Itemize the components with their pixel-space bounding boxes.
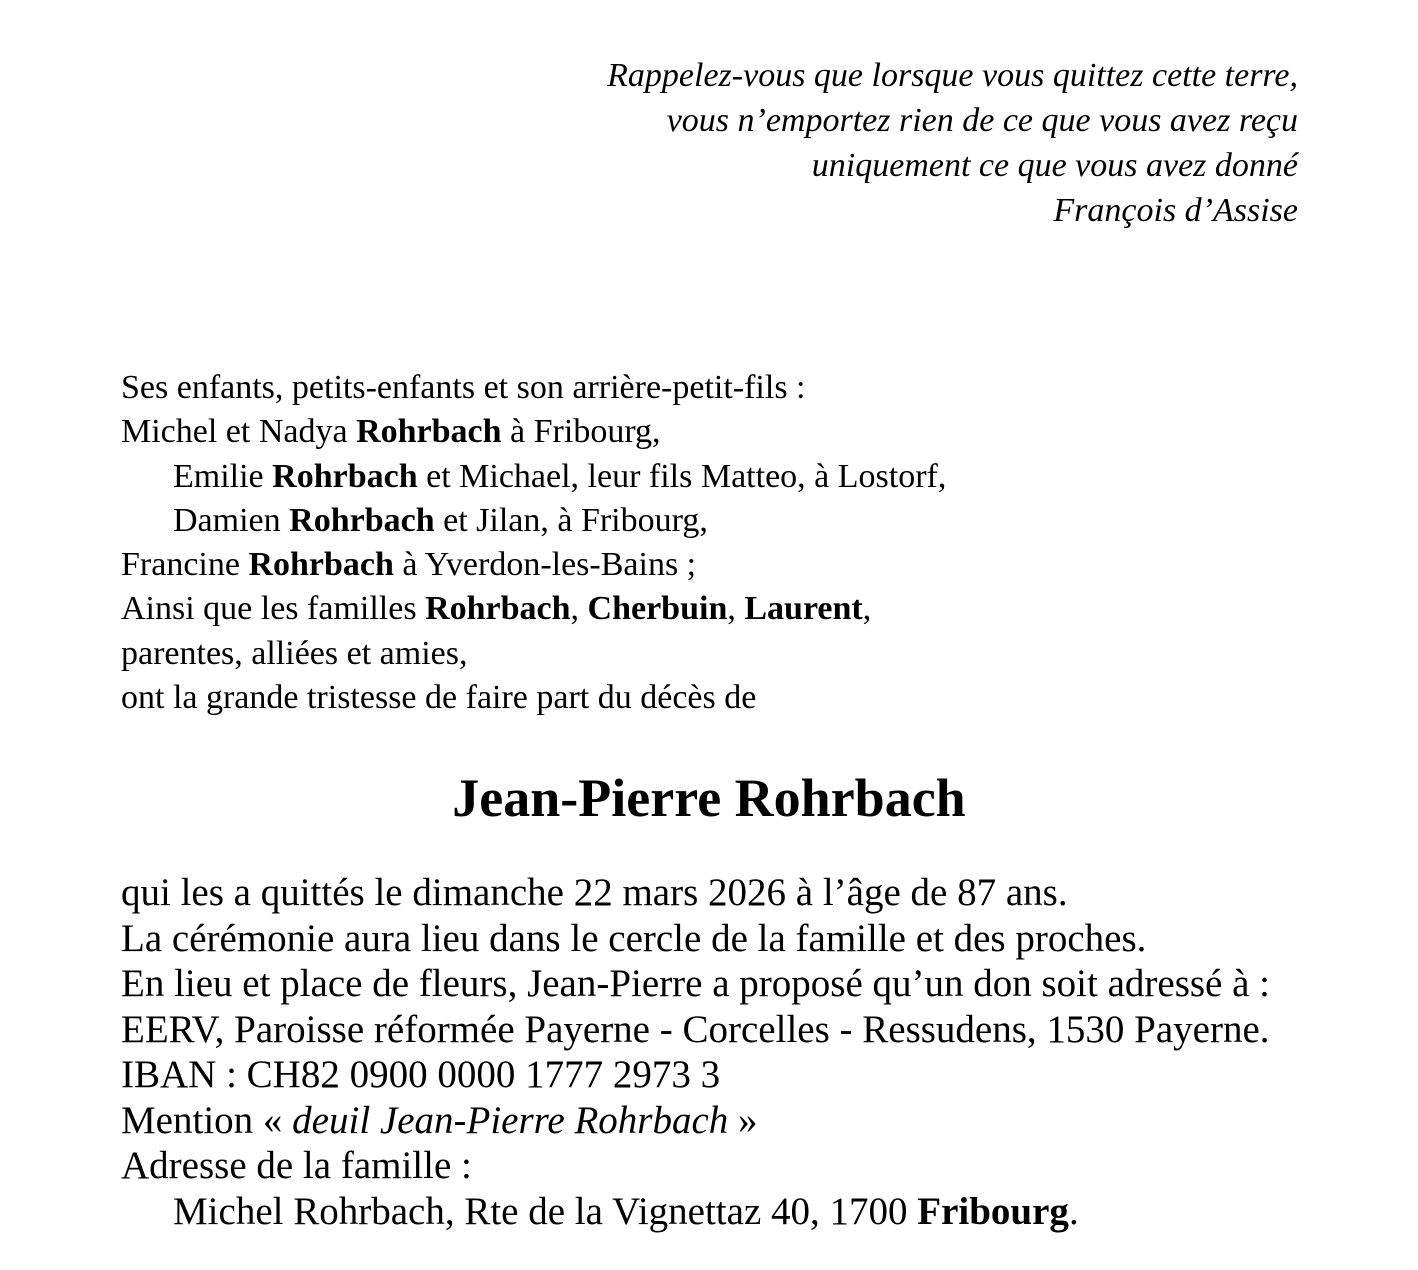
text-line <box>121 455 1418 499</box>
text-line <box>121 587 1418 631</box>
text-segment: En lieu et place de fleurs, Jean-Pierre a proposé qu’un don soit adressé à : <box>121 962 1271 1006</box>
quote-line: Rappelez-vous que lorsque vous quittez cette terre, <box>607 57 1298 94</box>
text-segment: Fribourg <box>917 1189 1069 1233</box>
ceremony-details-block <box>121 870 1418 1234</box>
text-segment: Rohrbach <box>356 413 502 451</box>
deceased-name-title: Jean-Pierre Rohrbach <box>452 768 966 829</box>
text-line <box>121 961 1418 1007</box>
text-line <box>121 676 1418 720</box>
text-segment: Adresse de la famille : <box>121 1144 472 1188</box>
text-segment: , <box>862 590 872 628</box>
text-segment: , <box>570 590 588 628</box>
text-segment: Damien <box>173 501 290 539</box>
text-line <box>121 870 1418 916</box>
text-segment: Rohrbach <box>248 546 394 584</box>
text-segment: Emilie <box>173 457 273 495</box>
text-line <box>121 632 1418 676</box>
text-line <box>121 916 1418 962</box>
text-segment: Ses enfants, petits-enfants et son arrière-petit-fils : <box>121 369 806 406</box>
text-segment: deuil Jean-Pierre Rohrbach <box>292 1098 729 1142</box>
text-line <box>121 499 1418 543</box>
text-segment: IBAN : CH82 0900 0000 1777 2973 3 <box>121 1053 721 1097</box>
text-segment: EERV, Paroisse réformée Payerne - Corcelles - Ressudens, 1530 Payerne. <box>121 1007 1270 1051</box>
epigraph-quote <box>0 53 1418 233</box>
text-segment: qui les a quittés le dimanche 22 mars 2026 à l’âge de 87 ans. <box>121 871 1068 915</box>
text-segment: Laurent <box>744 590 863 628</box>
text-segment: Mention « <box>121 1098 293 1142</box>
text-line <box>121 366 1418 410</box>
text-segment: à Fribourg, <box>501 413 661 451</box>
text-segment: Cherbuin <box>587 590 728 628</box>
text-segment: Rohrbach <box>425 590 571 628</box>
quote-line: uniquement ce que vous avez donné <box>811 147 1298 184</box>
text-segment: La cérémonie aura lieu dans le cercle de la famille et des proches. <box>121 916 1147 960</box>
text-segment: parentes, alliées et amies, <box>121 634 468 672</box>
text-segment: Rohrbach <box>272 457 418 495</box>
text-line <box>121 1052 1418 1098</box>
text-segment: Michel et Nadya <box>121 413 357 451</box>
text-line <box>121 410 1418 454</box>
text-segment: ont la grande tristesse de faire part du décès de <box>121 679 757 717</box>
text-segment: et Jilan, à Fribourg, <box>434 501 708 539</box>
family-announcement-block <box>121 366 1418 720</box>
text-line <box>121 1007 1418 1053</box>
text-segment: Michel Rohrbach, Rte de la Vignettaz 40, 1700 <box>173 1189 918 1233</box>
text-segment: Francine <box>121 546 249 584</box>
text-segment: Ainsi que les familles <box>121 590 426 628</box>
quote-line: vous n’emportez rien de ce que vous avez reçu <box>666 102 1298 139</box>
text-segment: à Yverdon-les-Bains ; <box>393 546 697 584</box>
text-segment: . <box>1068 1189 1079 1233</box>
text-line <box>121 1098 1418 1144</box>
text-line <box>121 543 1418 587</box>
text-line <box>121 1143 1418 1189</box>
text-segment: » <box>728 1098 758 1142</box>
quote-line: François d’Assise <box>1053 192 1298 229</box>
text-segment: et Michael, leur fils Matteo, à Lostorf, <box>417 457 947 495</box>
text-segment: Rohrbach <box>289 501 435 539</box>
text-line <box>121 1189 1418 1235</box>
text-segment: , <box>727 590 745 628</box>
